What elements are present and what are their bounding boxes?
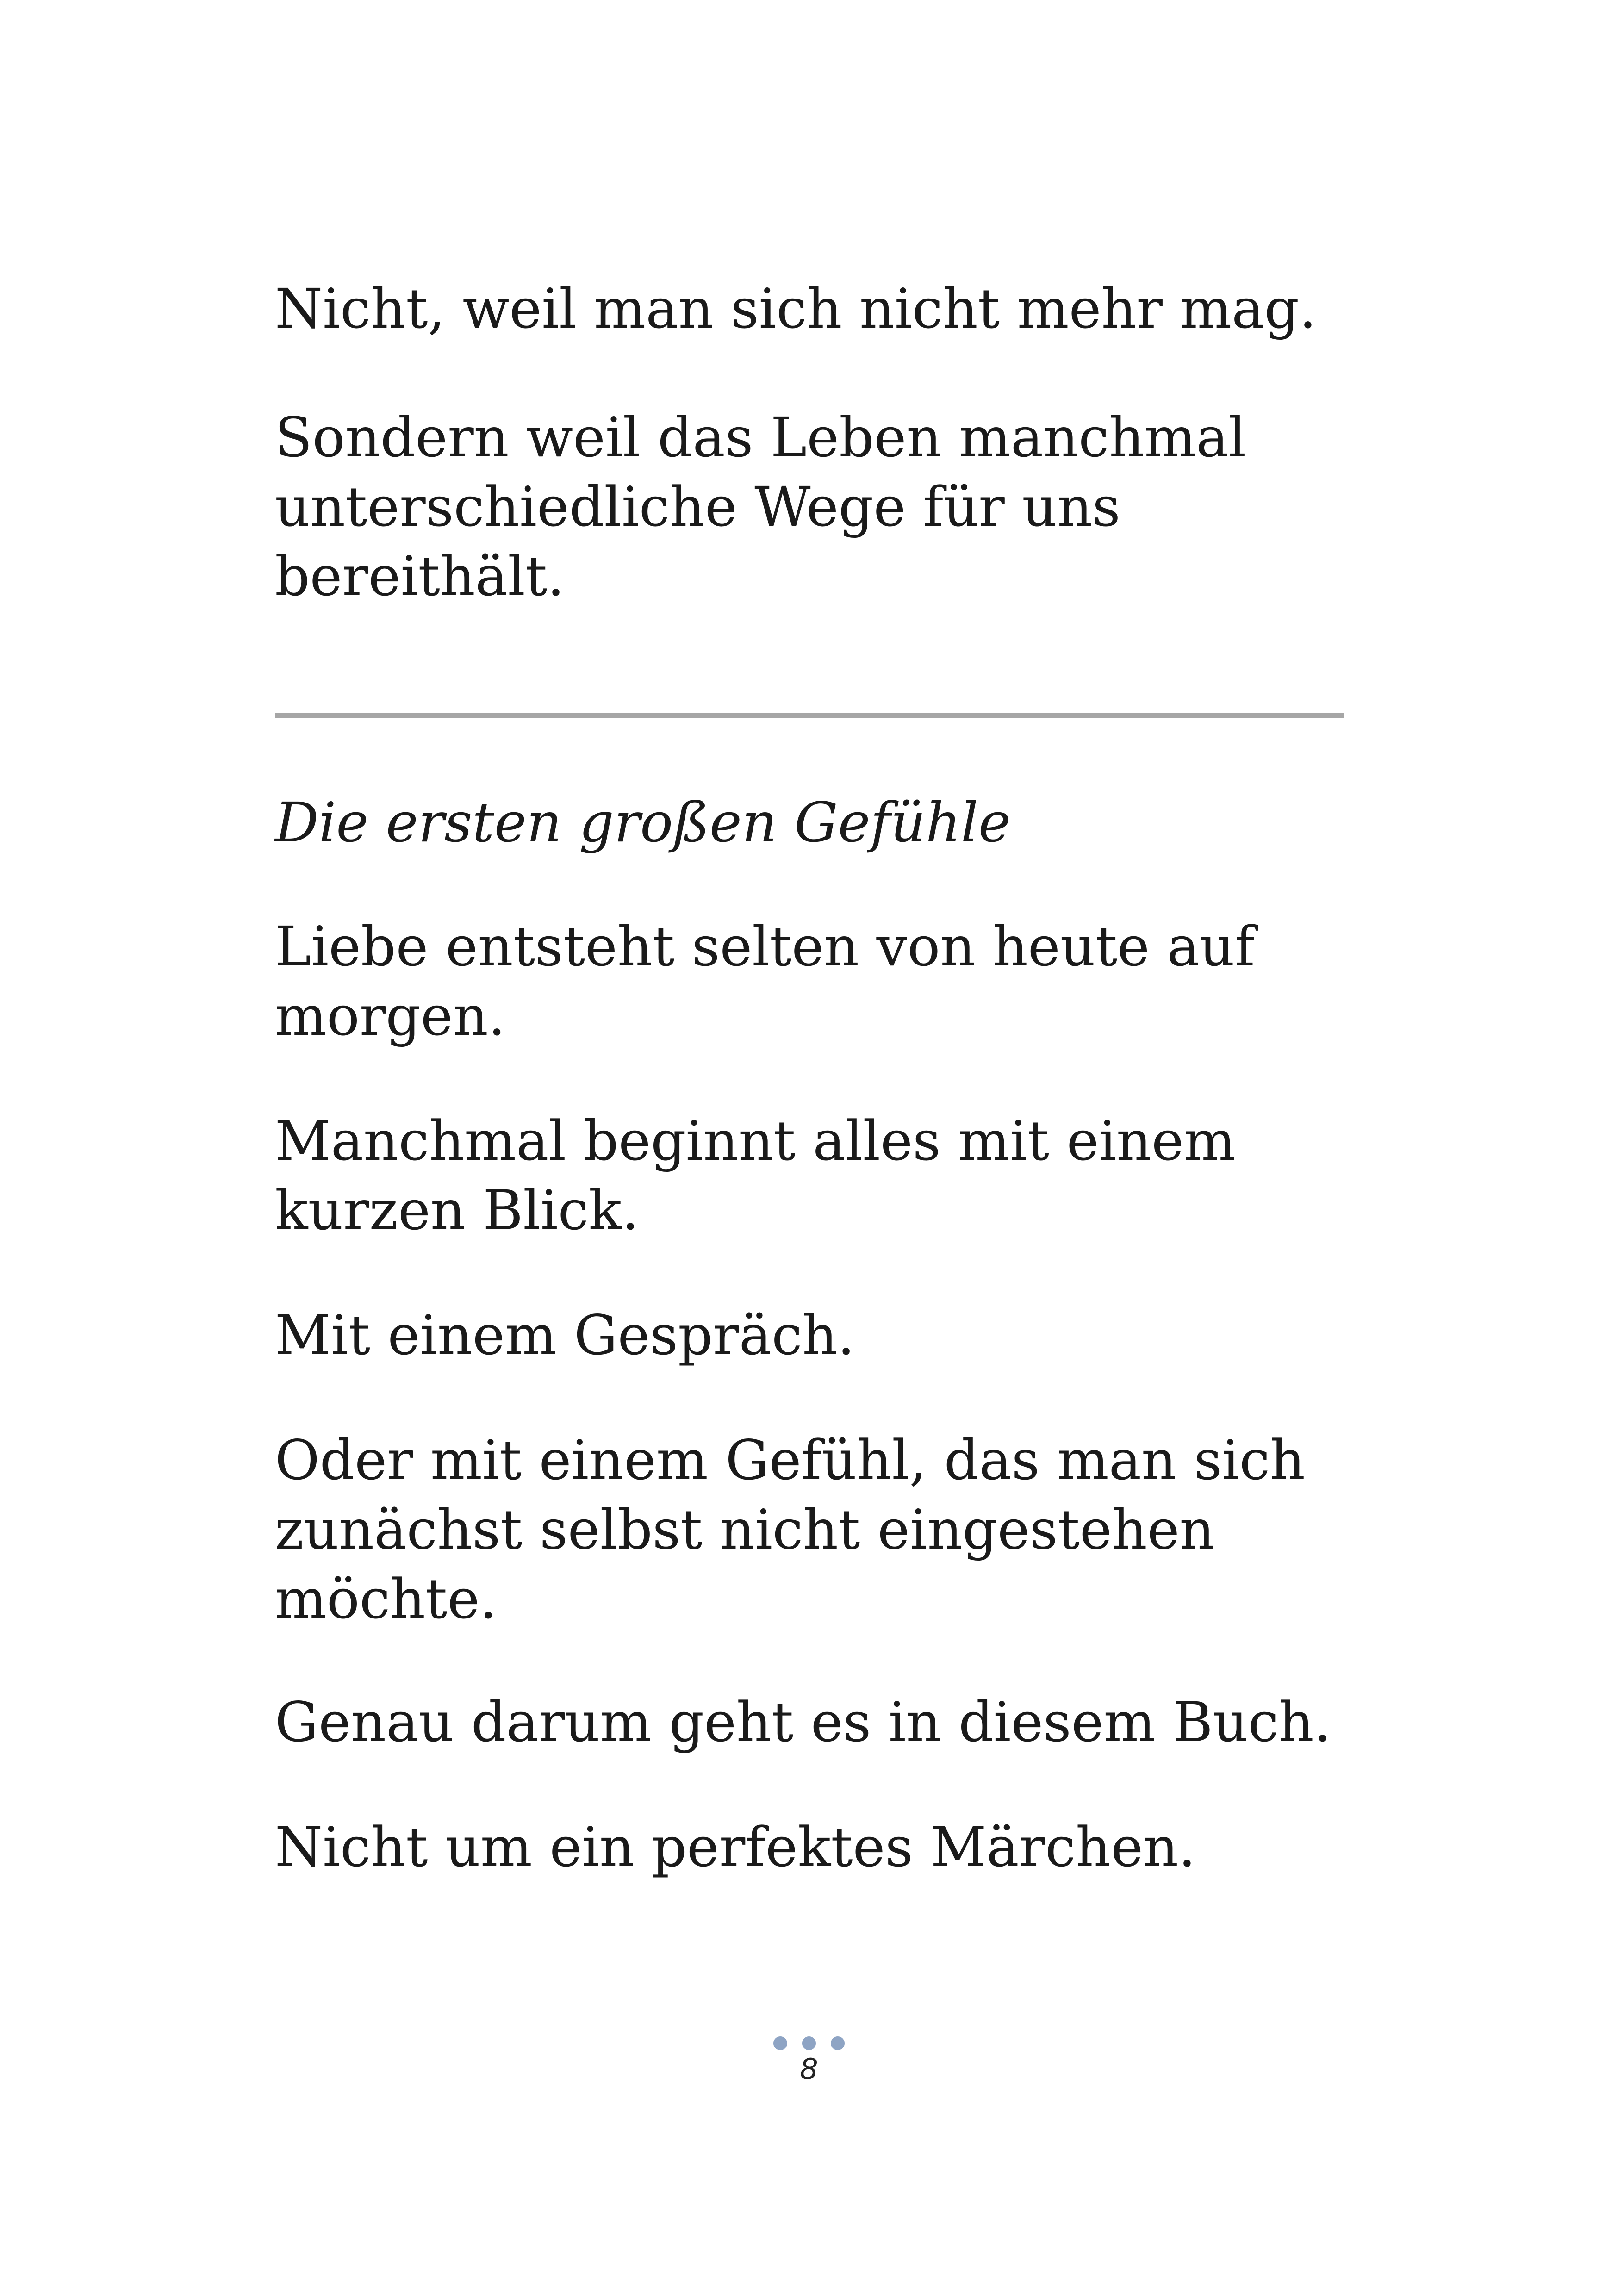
ornament-dot-icon xyxy=(831,2036,845,2050)
paragraph xyxy=(275,403,1386,611)
ornament-dot-icon xyxy=(802,2036,816,2050)
paragraph xyxy=(275,1425,1386,1634)
section-divider xyxy=(275,713,1344,718)
text-line: unterschiedliche Wege für uns xyxy=(275,475,1120,539)
text-line: Liebe entsteht selten von heute auf xyxy=(275,915,1255,978)
text-line: bereithält. xyxy=(275,544,565,608)
paragraph xyxy=(275,1812,1386,1882)
ornament-dot-icon xyxy=(773,2036,787,2050)
paragraph xyxy=(275,1687,1386,1757)
text-line: Oder mit einem Gefühl, das man sich xyxy=(275,1428,1305,1492)
paragraph xyxy=(275,274,1386,343)
text-line: zunächst selbst nicht eingestehen xyxy=(275,1498,1215,1562)
section-heading: Die ersten großen Gefühle xyxy=(275,790,1011,854)
page-number: 8 xyxy=(800,2052,818,2086)
text-line: kurzen Blick. xyxy=(275,1178,639,1242)
text-line: möchte. xyxy=(275,1567,497,1631)
paragraph xyxy=(275,912,1386,1051)
paragraph xyxy=(275,1300,1386,1370)
paragraph xyxy=(275,1106,1386,1245)
page-footer xyxy=(0,2036,1618,2085)
text-line: Mit einem Gespräch. xyxy=(275,1303,855,1367)
text-line: morgen. xyxy=(275,984,506,1048)
text-line: Nicht um ein perfektes Märchen. xyxy=(275,1815,1196,1879)
text-line: Manchmal beginnt alles mit einem xyxy=(275,1109,1236,1173)
text-line: Genau darum geht es in diesem Buch. xyxy=(275,1690,1332,1754)
text-line: Sondern weil das Leben manchmal xyxy=(275,405,1246,469)
text-line: Nicht, weil man sich nicht mehr mag. xyxy=(275,277,1317,341)
ornament-dots xyxy=(0,2036,1618,2050)
